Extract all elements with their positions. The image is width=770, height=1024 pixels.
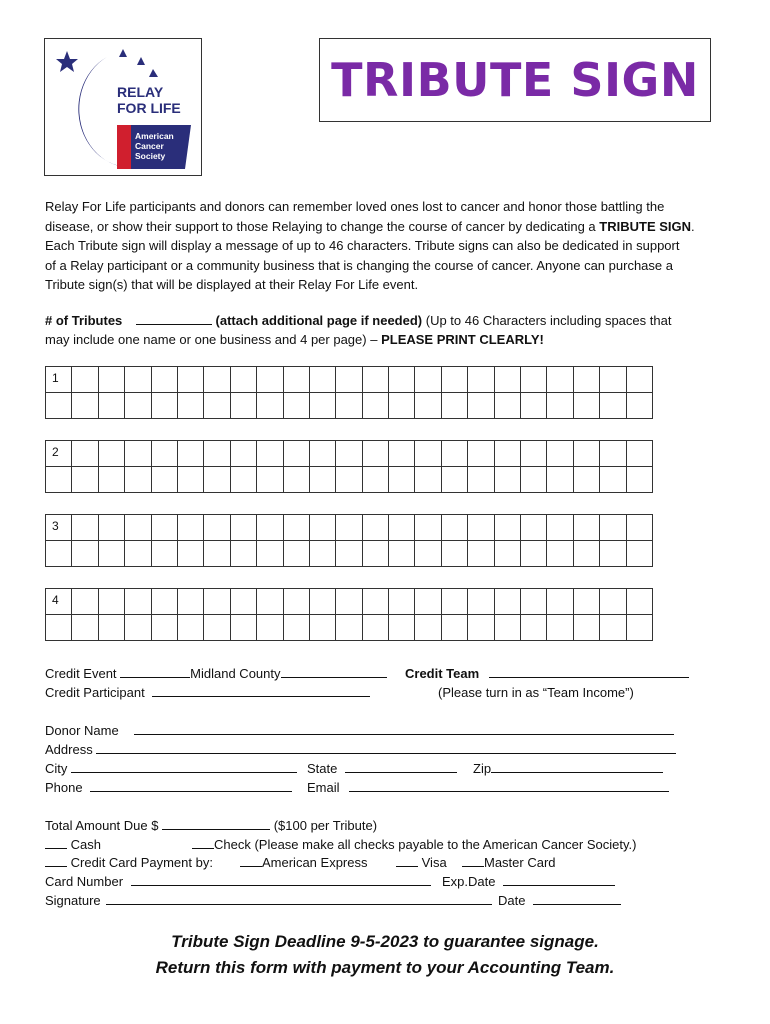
email-label: Email: [307, 780, 340, 795]
card-number-label: Card Number: [45, 874, 124, 889]
email-field[interactable]: [349, 779, 669, 792]
zip-row: [473, 759, 663, 778]
credit-event-row: [45, 664, 387, 683]
donor-name-row: [45, 721, 674, 740]
exp-label: Exp.Date: [442, 874, 496, 889]
tribute-number: 4: [46, 589, 72, 615]
intro-line: [45, 217, 735, 237]
card-number-field[interactable]: [131, 873, 431, 886]
badge-line2: Cancer: [135, 141, 164, 151]
tribute-grid-1[interactable]: [45, 366, 653, 419]
state-row: [307, 759, 457, 778]
intro-text: .: [691, 218, 695, 234]
intro-line: Each Tribute sign will display a message of up to 46 characters. Tribute signs can also be dedicated in support: [45, 238, 680, 253]
deadline-note: Tribute Sign Deadline 9-5-2023 to guarantee signage.: [171, 932, 599, 951]
check-checkbox[interactable]: [192, 836, 214, 849]
zip-field[interactable]: [491, 760, 663, 773]
intro-line: Tribute sign(s) that will be displayed at their Relay For Life event.: [45, 277, 419, 292]
badge-line3: Society: [135, 151, 166, 161]
state-field[interactable]: [345, 760, 457, 773]
date-row: [498, 891, 621, 910]
page-title: TRIBUTE SIGN: [331, 53, 699, 107]
title-box: [319, 38, 711, 122]
signature-field[interactable]: [106, 892, 492, 905]
cash-label: Cash: [70, 837, 101, 852]
total-row: [45, 816, 377, 835]
credit-team-field[interactable]: [489, 665, 689, 678]
intro-line: Relay For Life participants and donors can remember loved ones lost to cancer and honor those battling the: [45, 199, 665, 214]
phone-label: Phone: [45, 780, 83, 795]
intro-text: disease, or show their support to those Relaying to change the course of cancer by dedicating a: [45, 218, 600, 234]
print-clearly: PLEASE PRINT CLEARLY!: [381, 332, 544, 347]
tribute-number: 2: [46, 441, 72, 467]
date-field[interactable]: [533, 892, 621, 905]
char-note: (Up to 46 Characters including spaces that: [425, 313, 672, 328]
address-row: [45, 740, 676, 759]
tributes-label: # of Tributes: [45, 313, 123, 328]
grid-row: [46, 541, 653, 567]
credit-event-label: Credit Event: [45, 666, 117, 681]
char-note-2: may include one name or one business and 4 per page) –: [45, 332, 378, 347]
grid-row: [46, 367, 653, 393]
card-row: [45, 853, 213, 872]
grid-row: [46, 515, 653, 541]
credit-event-field-2[interactable]: [281, 665, 387, 678]
credit-participant-row: [45, 683, 370, 702]
total-label: Total Amount Due $: [45, 818, 159, 833]
intro-emphasis: TRIBUTE SIGN: [599, 218, 692, 234]
visa-checkbox[interactable]: [396, 854, 418, 867]
donor-name-label: Donor Name: [45, 723, 119, 738]
tribute-number: 3: [46, 515, 72, 541]
total-field[interactable]: [162, 817, 270, 830]
tribute-grid-3[interactable]: [45, 514, 653, 567]
visa-option: [396, 853, 447, 872]
phone-row: [45, 778, 292, 797]
intro-paragraph: [45, 197, 735, 295]
logo-line1: RELAY: [117, 84, 164, 100]
grid-row: [46, 467, 653, 493]
state-label: State: [307, 761, 338, 776]
address-field[interactable]: [96, 741, 676, 754]
grid-row: [46, 393, 653, 419]
cash-checkbox[interactable]: [45, 836, 67, 849]
city-field[interactable]: [71, 760, 297, 773]
amex-option: [240, 853, 367, 872]
check-row: [192, 835, 636, 854]
team-income-note: (Please turn in as “Team Income”): [438, 685, 634, 700]
grid-row: [46, 589, 653, 615]
amex-checkbox[interactable]: [240, 854, 262, 867]
email-row: [307, 778, 669, 797]
attach-note: (attach additional page if needed): [215, 313, 423, 328]
credit-participant-label: Credit Participant: [45, 685, 145, 700]
city-row: [45, 759, 297, 778]
tribute-grid-2[interactable]: [45, 440, 653, 493]
signature-row: [45, 891, 492, 910]
credit-event-field[interactable]: [120, 665, 190, 678]
signature-label: Signature: [45, 893, 101, 908]
tribute-grid-4[interactable]: [45, 588, 653, 641]
zip-label: Zip: [473, 761, 492, 776]
credit-event-value: Midland County: [190, 666, 281, 681]
credit-team-row: [405, 664, 689, 683]
card-by-label: Credit Card Payment by:: [70, 855, 213, 870]
exp-row: [442, 872, 615, 891]
check-label: Check (Please make all checks payable to the American Cancer Society.): [214, 837, 637, 852]
mastercard-checkbox[interactable]: [462, 854, 484, 867]
date-label: Date: [498, 893, 526, 908]
cash-row: [45, 835, 101, 854]
credit-participant-field[interactable]: [152, 684, 370, 697]
amex-label: American Express: [262, 855, 368, 870]
exp-field[interactable]: [503, 873, 615, 886]
intro-line: of a Relay participant or a community business that is changing the course of cancer. Anyone can purchase a: [45, 257, 673, 273]
donor-name-field[interactable]: [134, 722, 674, 735]
return-note: Return this form with payment to your Accounting Team.: [155, 958, 615, 977]
mastercard-option: [462, 853, 556, 872]
address-label: Address: [45, 742, 93, 757]
tributes-count-field[interactable]: [136, 312, 212, 325]
grid-row: [46, 441, 653, 467]
tributes-instructions: [45, 311, 671, 330]
visa-label: Visa: [421, 855, 447, 870]
price-note: ($100 per Tribute): [273, 818, 378, 833]
mastercard-label: Master Card: [484, 855, 556, 870]
tribute-number: 1: [46, 367, 72, 393]
grid-row: [46, 615, 653, 641]
card-number-row: [45, 872, 431, 891]
city-label: City: [45, 761, 68, 776]
logo-line2: FOR LIFE: [117, 100, 181, 116]
card-checkbox[interactable]: [45, 854, 67, 867]
phone-field[interactable]: [90, 779, 292, 792]
badge-line1: American: [135, 131, 174, 141]
credit-team-label: Credit Team: [405, 666, 480, 681]
tributes-instructions-2: [45, 330, 544, 349]
logo-graphic: [45, 39, 201, 175]
relay-for-life-logo: [44, 38, 202, 176]
